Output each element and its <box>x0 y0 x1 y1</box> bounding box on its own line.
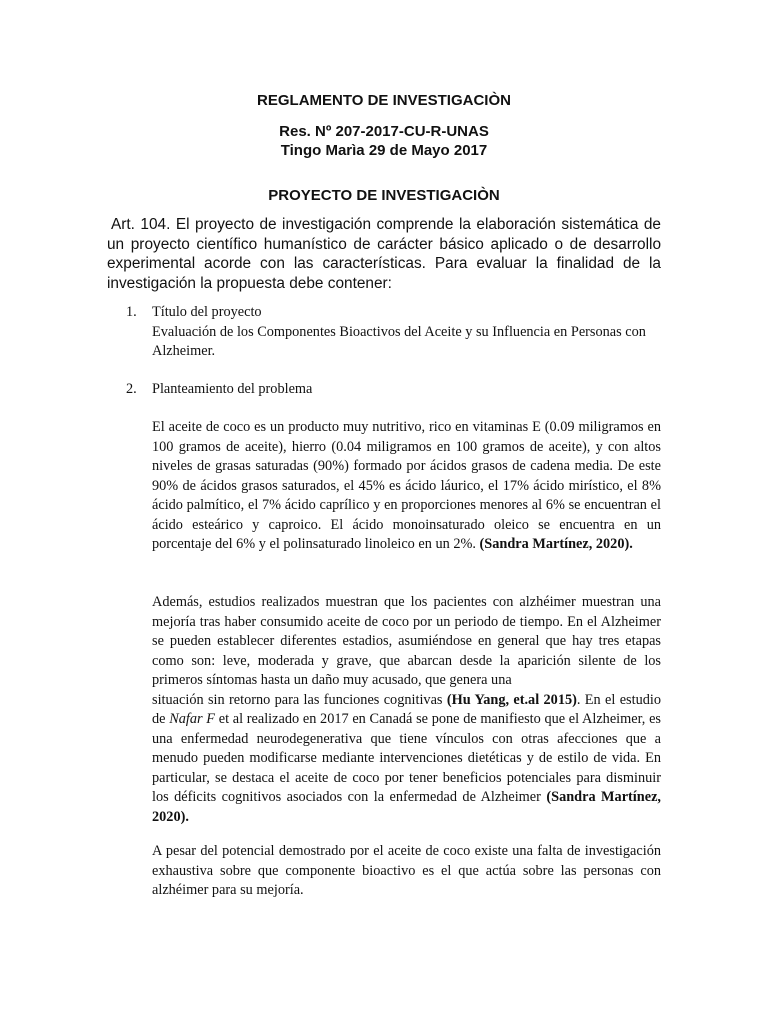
paragraph-text: Además, estudios realizados muestran que los pacientes con alzhéimer muestran una mejoría tras haber consumido aceite de coco por un periodo de tiempo. En el Alzheimer se pueden establecer diferentes estadios, asumiéndose en general que hay tres etapas como son: leve, moderada y grave, que abarcan desde la aparición silente de los primeros síntomas hasta un daño muy acusado, que genera una <box>152 594 661 688</box>
paragraph-text: El aceite de coco es un producto muy nutritivo, rico en vitaminas E (0.09 miligramos en 100 gramos de aceite), hierro (0.04 miligramos en 100 gramos de aceite), y con altos niveles de grasas saturadas (90%) formado por ácidos grasos de cadena media. De este 90% de ácidos grasos saturados, el 45% es ácido láurico, el 17% ácido mirístico, el 8% ácido palmítico, el 7% ácido caprílico y en proporciones menores al 6% se encuentran el ácido esteárico y caproico. El ácido monoinsaturado oleico se encuentra en un porcentaje del 6% y el polinsaturado linoleico en un 2%. <box>152 419 661 552</box>
body-paragraph <box>152 593 661 827</box>
intro-paragraph <box>107 215 661 293</box>
paragraph-text: et al realizado en 2017 en Canadá se pone de manifiesto que el Alzheimer, es una enfermedad neurodegenerativa que tiene vínculos con otras afecciones que a menudo pueden modificarse mediante intervenciones dietéticas y de estilo de vida. En particular, se destaca el aceite de coco por tener beneficios potenciales para disminuir los déficits cognitivos asociados con la enfermedad de Alzheimer <box>152 711 661 805</box>
list-item <box>126 303 661 362</box>
paragraph-text: situación sin retorno para las funciones cognitivas <box>152 691 443 708</box>
paragraph-text: A pesar del potencial demostrado por el aceite de coco existe una falta de investigación exhaustiva sobre que componente bioactivo es el que actúa sobre las personas con alzhéimer para su mejoría. <box>152 843 661 898</box>
paragraph-text: . En el estudio de <box>152 691 661 727</box>
body-paragraph <box>152 418 661 555</box>
resolution-number: Res. Nº 207-2017-CU-R-UNAS <box>279 123 489 140</box>
citation: (Sandra Martínez, 2020). <box>152 789 661 825</box>
list-item-number: 2. <box>126 381 137 397</box>
intro-text: Art. 104. El proyecto de investigación comprende la elaboración sistemática de un proyecto científico humanístico de carácter básico aplicado o de desarrollo experimental acorde con las características. Para evaluar la finalidad de la investigación la propuesta debe contener: <box>107 216 661 292</box>
document-title: REGLAMENTO DE INVESTIGACIÒN <box>257 92 511 109</box>
citation: (Hu Yang, et.al 2015) <box>446 691 577 708</box>
list-item-text: Evaluación de los Componentes Bioactivos del Aceite y su Influencia en Personas con Alzheimer. <box>152 323 646 359</box>
section-title: PROYECTO DE INVESTIGACIÒN <box>268 187 500 204</box>
author-name: Nafar F <box>169 711 216 727</box>
citation: (Sandra Martínez, 2020). <box>479 536 633 552</box>
resolution-block <box>0 122 768 160</box>
list-item-number: 1. <box>126 304 137 320</box>
body-paragraph <box>152 842 661 901</box>
list-item <box>126 380 661 400</box>
list-item-heading: Título del proyecto <box>152 304 262 320</box>
place-date: Tingo Marìa 29 de Mayo 2017 <box>280 142 488 159</box>
list-item-heading: Planteamiento del problema <box>152 381 313 397</box>
